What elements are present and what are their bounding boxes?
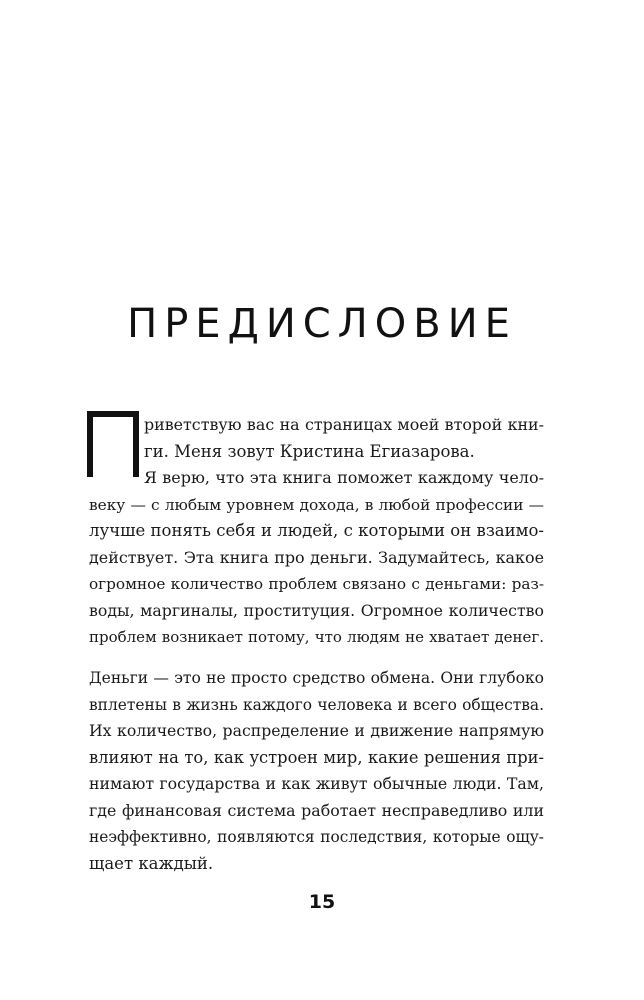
chapter-title: ПРЕДИСЛОВИЕ (127, 301, 517, 347)
paragraph-2 (89, 665, 544, 877)
text-line: влияют на то, как устроен мир, какие решения при- (89, 747, 544, 767)
text-line: Я верю, что эта книга поможет каждому чело- (144, 468, 544, 487)
page-number: 15 (308, 891, 336, 913)
text-line: действует. Эта книга про деньги. Задумайтесь, какое (89, 547, 544, 567)
text-line: ги. Меня зовут Кристина Егиазарова. (144, 441, 475, 461)
text-line: нимают государства и как живут обычные люди. Там, (89, 774, 544, 793)
text-line: щает каждый. (89, 853, 214, 873)
text-line: Их количество, распределение и движение напрямую (89, 721, 544, 740)
text-line: проблем возникает потому, что людям не хватает денег. (89, 628, 544, 646)
text-line: вплетены в жизнь каждого человека и всего общества. (89, 695, 544, 714)
text-line: воды, маргиналы, проституция. Огромное количество (89, 600, 544, 620)
text-line: огромное количество проблем связано с деньгами: раз- (89, 575, 544, 593)
text-line: веку — с любым уровнем дохода, в любой профессии — (89, 495, 544, 514)
text-line: неэффективно, появляются последствия, которые ощу- (89, 828, 544, 846)
text-line: лучше понять себя и людей, с которыми он взаимо- (89, 521, 544, 540)
text-line: риветствую вас на страницах моей второй кни- (144, 415, 544, 434)
text-line: Деньги — это не просто средство обмена. Они глубоко (89, 669, 544, 687)
text-line: где финансовая система работает несправедливо или (89, 800, 544, 820)
paragraph-1 (89, 412, 544, 651)
